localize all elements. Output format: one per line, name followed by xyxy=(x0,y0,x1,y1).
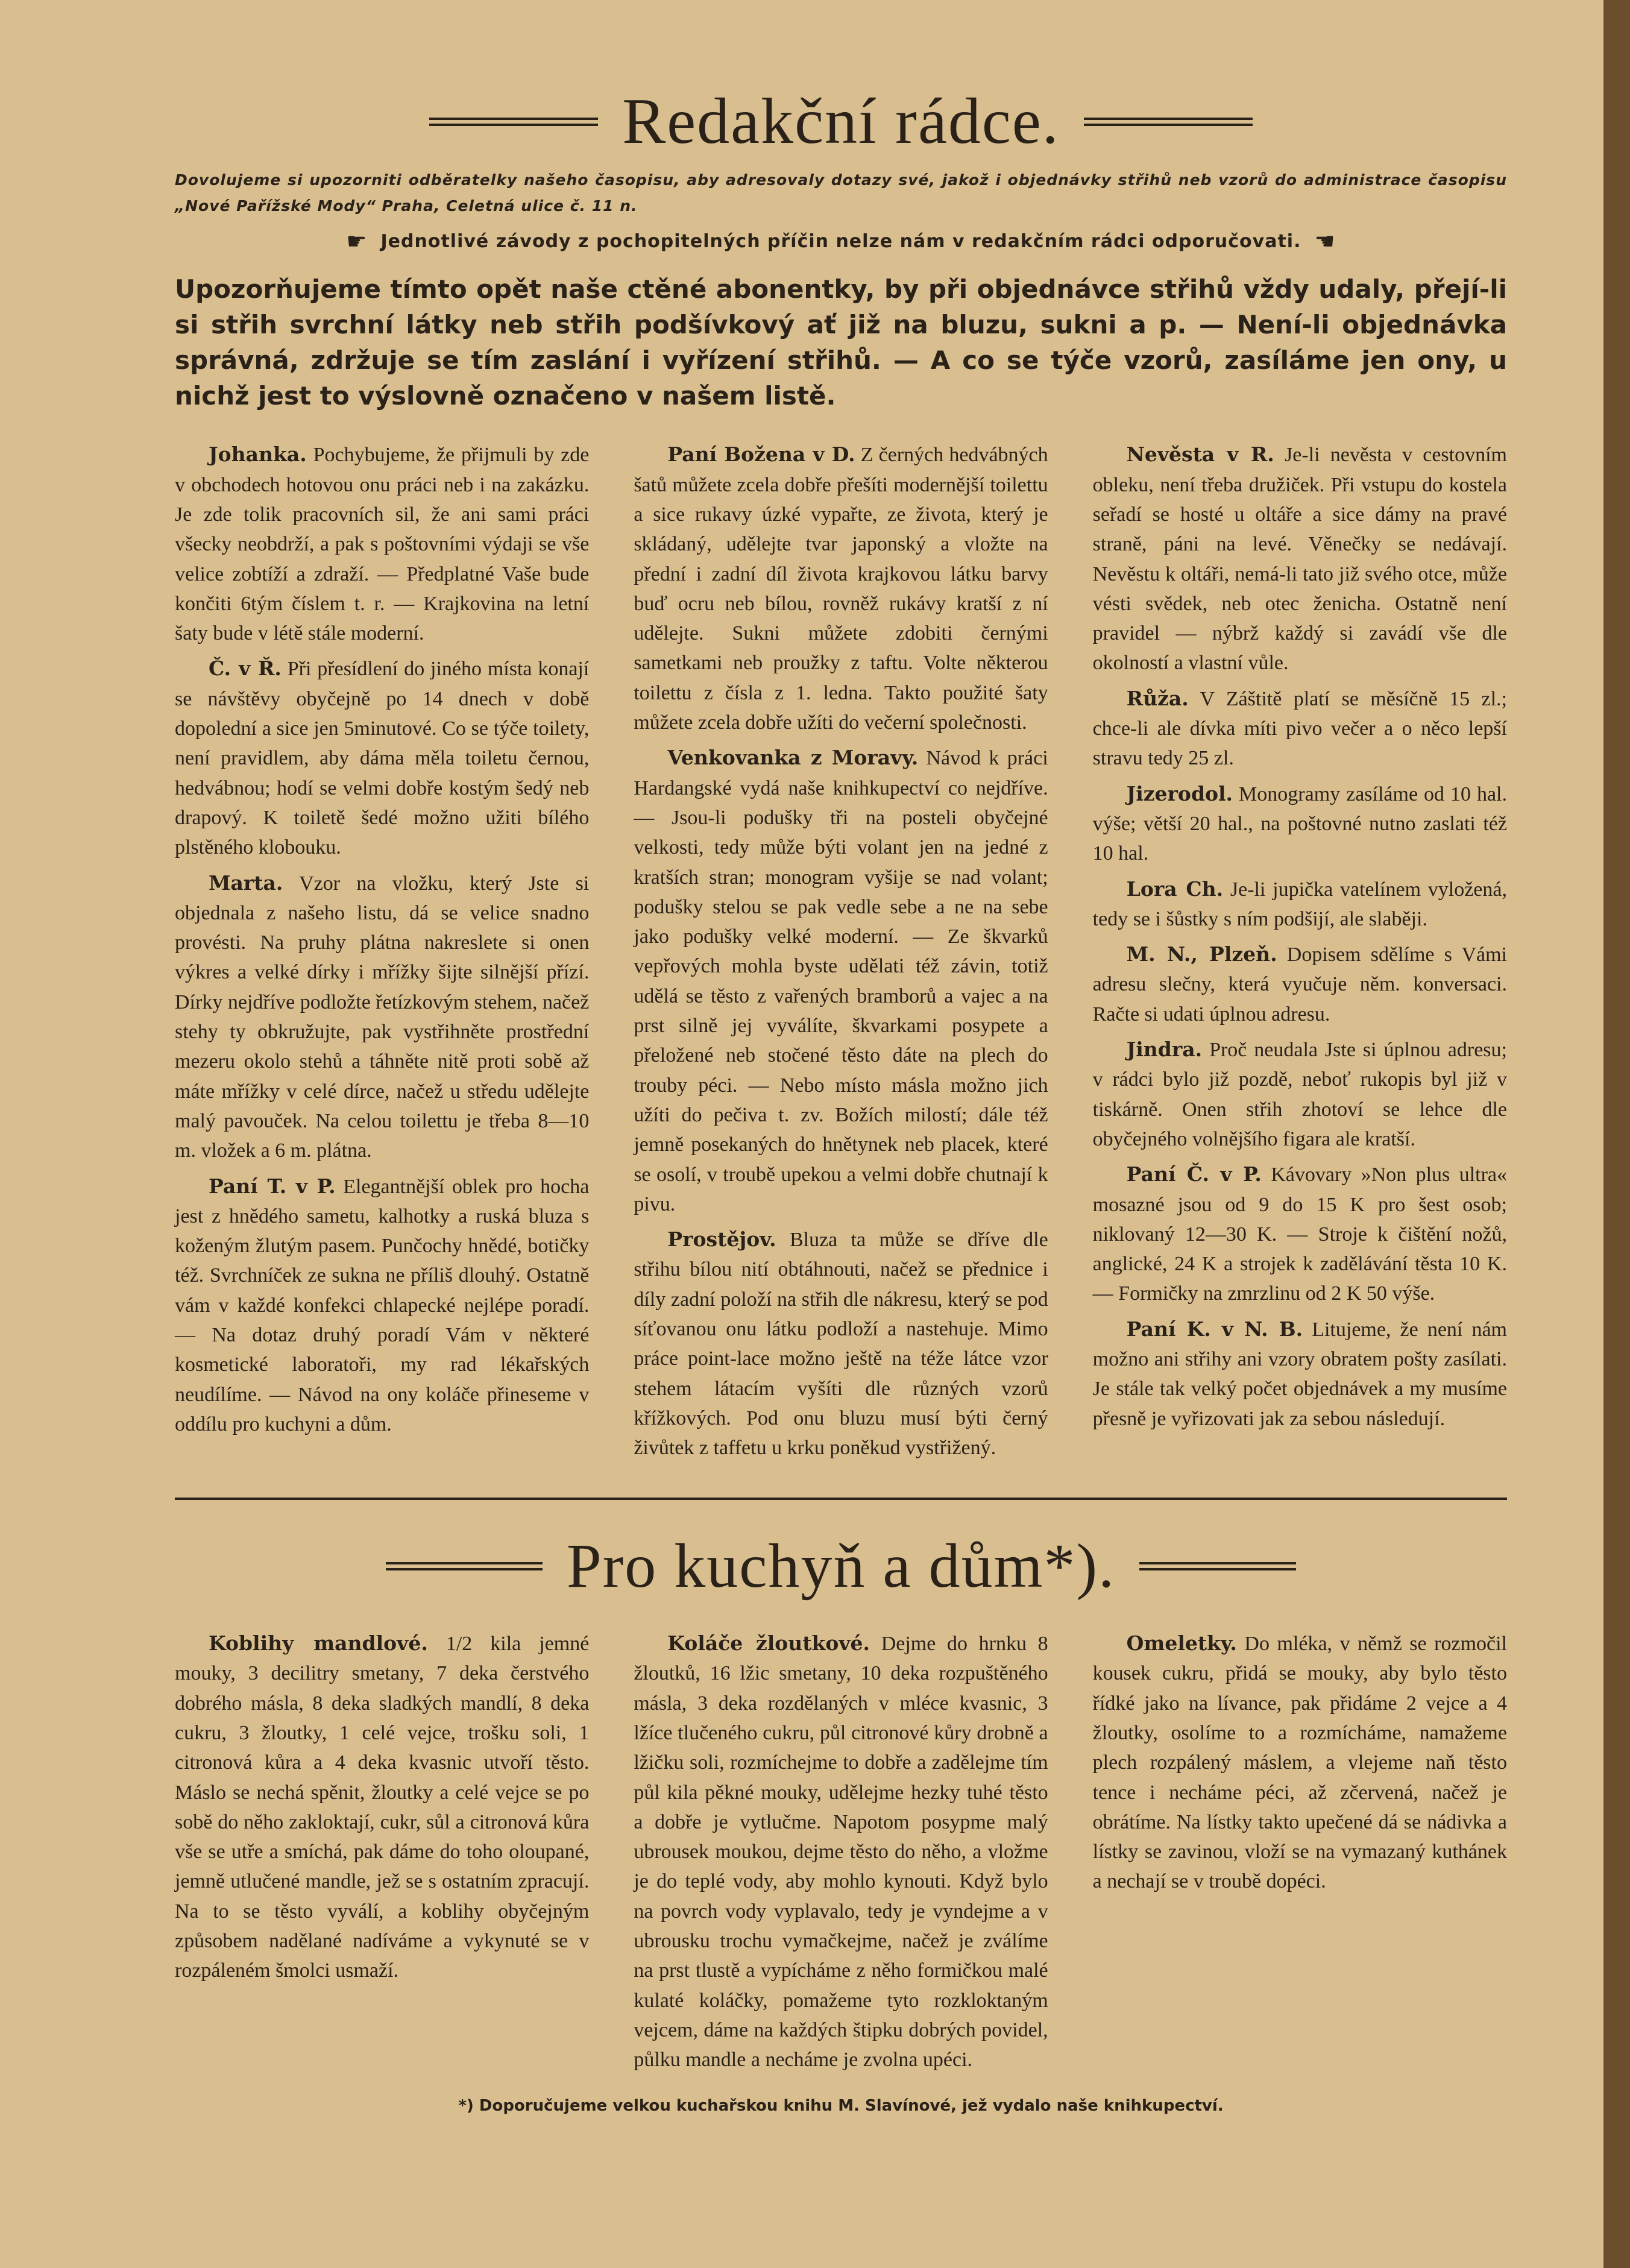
entry-name: Venkovanka z Moravy. xyxy=(667,746,919,770)
recipe-text: Do mléka, v němž se rozmočil kousek cukru, přidá se mouky, aby bylo těsto řídké jako na lívance, pak přidáme 2 vejce a 4 žloutky, osolíme to a rozmícháme, namažeme plech rozpálený máslem, a vlejeme naň těsto tence i necháme péci, až zčervená, načež je obrátíme. Na lístky takto upečené dá se nádivka a lístky se zavinou, vloží se na vymazaný kuthánek a nechají se v troubě dopéci. xyxy=(1092,1633,1507,1893)
kitchen-banner xyxy=(175,1530,1507,1602)
advice-entry xyxy=(1093,940,1507,1029)
banner-rule-right xyxy=(1084,118,1253,126)
advice-entry xyxy=(1093,440,1507,678)
warning-line xyxy=(175,230,1507,253)
entry-text: Proč neudala Jste si úplnou adresu; v rádci bylo již pozdě, neboť rukopis byl již v tiskárně. Onen střih zhotoví se lehce dle obyčejného volnějšího figara ale kratší. xyxy=(1092,1039,1507,1150)
lead-paragraph: Upozorňujeme tímto opět naše ctěné abonentky, by při objednávce střihů vždy udaly, přejí-li si střih svrchní látky neb střih podšívkový ať již na bluzu, sukni a p. — Není-li objednávka správná, zdržuje se tím zaslání i vyřízení střihů. — A co se týče vzorů, zasíláme jen ony, u nichž jest to výslovně označeno v našem listě. xyxy=(175,274,1507,411)
advice-column-2 xyxy=(634,440,1048,1469)
advice-entry xyxy=(1093,1035,1507,1154)
entry-text: Bluza ta může se dříve dle střihu bílou nití obtáhnouti, načež se přednice i díly zadní položí na střih dle nákresu, který se pod síťovanou onu látku podloží a nastehuje. Mimo práce point-lace možno ještě na téže látce vzor stehem látacím vyšíti dle různých vzorů křížkových. Pod onu bluzu musí býti černý živůtek z taffetu u krku poněkud vystřižený. xyxy=(634,1229,1048,1460)
page-content xyxy=(175,84,1507,2115)
warning-text: Jednotlivé závody z pochopitelných příčin nelze nám v redakčním rádci odporučovati. xyxy=(380,230,1301,252)
entry-name: Č. v Ř. xyxy=(209,657,282,681)
recipe-name: Koblihy mandlové. xyxy=(209,1631,428,1655)
advice-columns xyxy=(175,440,1507,1469)
entry-name: Prostějov. xyxy=(667,1227,776,1252)
recipe-entry xyxy=(175,1629,589,1986)
recipe-name: Omeletky. xyxy=(1126,1631,1237,1655)
entry-text: Litujeme, že není nám možno ani střihy ani vzory obratem pošty zasílati. Je stále tak velký počet objednávek a my musíme přesně je vyřizovati jak za sebou následují. xyxy=(1092,1318,1507,1430)
advice-entry xyxy=(175,869,589,1166)
entry-name: Marta. xyxy=(209,871,283,895)
advice-entry xyxy=(1093,1315,1507,1434)
entry-name: Lora Ch. xyxy=(1126,877,1224,901)
entry-text: Dopisem sdělíme s Vámi adresu slečny, která vyučuje něm. konversaci. Račte si udati úplnou adresu. xyxy=(1092,943,1507,1025)
recipe-entry xyxy=(1093,1629,1507,1897)
advice-section-title: Redakční rádce. xyxy=(622,86,1060,157)
advice-entry xyxy=(634,440,1048,737)
advice-banner xyxy=(175,84,1507,159)
recipe-name: Koláče žloutkové. xyxy=(667,1631,870,1655)
entry-name: Jizerodol. xyxy=(1126,781,1233,805)
advice-entry xyxy=(1093,875,1507,934)
entry-text: Návod k práci Hardangské vydá naše knihkupectví co nejdříve. — Jsou-li podušky tři na posteli obyčejné velkosti, tedy může býti volant jen na jedné z kratších stran; monogram vyšije se nad volant; podušky stelou se pak vedle sebe a ne na sebe jako podušky velké moderní. — Ze škvarků vepřových mohla byste udělati též závin, totiž udělá se těsto z vařených bramborů a vajec a na prst silně jej vyválíte, škvarkami posypete a přeložené neb stočené těsto dáte na plech do trouby péci. — Nebo místo másla možno jich užíti do pečiva t. zv. Božích milostí; dále též jemně posekaných do hnětynek neb placek, které se osolí, v troubě upekou a velmi dobře chutnají k pivu. xyxy=(634,747,1048,1215)
entry-name: Paní T. v P. xyxy=(209,1174,336,1198)
entry-text: Kávovary »Non plus ultra« mosazné jsou od 9 do 15 K pro šest osob; niklovaný 12—30 K. — Stroje k čištění nožů, anglické, 24 K a strojek k zadělávání těsta 10 K. — Formičky na zmrzlinu od 2 K 50 výše. xyxy=(1092,1164,1507,1305)
section-divider xyxy=(175,1498,1507,1500)
advice-entry xyxy=(175,654,589,862)
entry-text: Pochybujeme, že přijmuli by zde v obchodech hotovou onu práci neb i na zakázku. Je zde tolik pracovních sil, že ani sami práci všecky neobdrží, a pak s poštovními výdaji se vše velice zobtíží a zdraží. — Předplatné Vaše bude končiti 6tým číslem t. r. — Krajkovina na letní šaty bude v létě stále moderní. xyxy=(175,444,590,645)
kitchen-column-2 xyxy=(634,1629,1048,2081)
advice-entry xyxy=(1093,1160,1507,1308)
entry-name: M. N., Plzeň. xyxy=(1126,942,1277,966)
entry-name: Paní Č. v P. xyxy=(1126,1162,1262,1186)
banner-rule-left xyxy=(429,118,598,126)
entry-name: Paní Božena v D. xyxy=(667,443,855,467)
entry-name: Růža. xyxy=(1126,686,1189,710)
kitchen-section-title: Pro kuchyň a dům*). xyxy=(566,1531,1116,1601)
advice-entry xyxy=(175,1172,589,1440)
recipe-text: Dejme do hrnku 8 žloutků, 16 lžic smetany, 10 deka rozpuštěného másla, 3 deka rozdělaných v mléce kvasnic, 3 lžíce tlučeného cukru, půl citronové kůry drobně a lžičku soli, rozmíchejme to dobře a zadělejme tím půl kila pěkné mouky, udělejme hezky tuhé těsto a dobře je vytlučme. Napotom posypme malý ubrousek moukou, dejme těsto do něho, a vložme je do teplé vody, aby mohlo kynouti. Když bylo na povrch vody vyplavalo, tedy je vyndejme a v ubrousku trochu vymačkejme, načež je zválíme na prst tlustě a vypícháme z něho formičkou malé kulaté koláčky, pomažeme tyto rozkloktaným vejcem, dáme na každých štipku dobrých povidel, půlku mandle a necháme je zvolna upéci. xyxy=(634,1633,1048,2071)
entry-name: Jindra. xyxy=(1126,1038,1203,1062)
kitchen-footnote: *) Doporučujeme velkou kuchařskou knihu M. Slavínové, jež vydalo naše knihkupectví. xyxy=(458,2096,1224,2115)
advice-entry xyxy=(175,440,589,648)
pointing-hand-right-icon: ☛ xyxy=(346,228,368,255)
advice-column-3 xyxy=(1093,440,1507,1469)
entry-text: Při přesídlení do jiného místa konají se návštěvy obyčejně po 14 dnech v době dopolední a sice jen 5minutové. Co se týče toilety, není pravidlem, aby dáma měla toiletu černou, hedvábnou; hodí se velmi dobře kostým šedý neb drapový. K toiletě šedé možno užiti bílého plstěného klobouku. xyxy=(175,658,590,859)
entry-name: Johanka. xyxy=(209,443,307,467)
entry-text: Elegantnější oblek pro hocha jest z hnědého sametu, kalhotky a ruská bluza s koženým žlutým pasem. Punčochy hnědé, botičky též. Svrchníček ze sukna ne příliš dlouhý. Ostatně vám v každé konfekci chlapecké nejlépe poradí. — Na dotaz druhý poradí Vám v některé kosmetické laboratoři, my rad lékařských neudílíme. — Návod na ony koláče přineseme v oddílu pro kuchyni a dům. xyxy=(175,1175,590,1435)
banner-rule-left xyxy=(386,1562,543,1570)
page-binding-edge xyxy=(1603,0,1630,2268)
advice-entry xyxy=(1093,684,1507,773)
recipe-entry xyxy=(634,1629,1048,2074)
pointing-hand-left-icon: ☚ xyxy=(1314,228,1336,255)
kitchen-columns xyxy=(175,1629,1507,2081)
entry-text: Monogramy zasíláme od 10 hal. výše; větší 20 hal., na poštovné nutno zaslati též 10 hal. xyxy=(1092,783,1507,865)
kitchen-column-1 xyxy=(175,1629,589,2081)
entry-name: Nevěsta v R. xyxy=(1126,443,1274,467)
kitchen-column-3 xyxy=(1093,1629,1507,2081)
subscriber-notice: Dovolujeme si upozorniti odběratelky našeho časopisu, aby adresovaly dotazy své, jakož i objednávky střihů neb vzorů do administrace časopisu „Nové Pařížské Mody“ Praha, Celetná ulice č. 11 n. xyxy=(175,171,1507,215)
entry-name: Paní K. v N. B. xyxy=(1126,1317,1303,1341)
advice-entry xyxy=(1093,780,1507,869)
entry-text: Z černých hedvábných šatů můžete zcela dobře přešíti modernější toilettu a sice rukavy úzké vypařte, ze života, který je skládaný, udělejte tvar japonský a vložte na přední i zadní díl života krajkovou látku barvy buď ocru neb bílou, rovněž rukávy kratší z ní udělejte. Sukni můžete zdobiti černými sametkami neb proužky z taftu. Volte některou toilettu z čísla z 1. ledna. Takto použité šaty můžete zcela dobře užíti do večerní společnosti. xyxy=(634,444,1048,734)
advice-entry xyxy=(634,743,1048,1219)
entry-text: Vzor na vložku, který Jste si objednala z našeho listu, dá se velice snadno provésti. Na pruhy plátna nakreslete si onen výkres a velké dírky i mřížky šijte silnější přízí. Dírky nejdříve podložte řetízkovým stehem, načež stehy ty obkružujte, pak vystřihněte prostřední mezeru okolo stehů a táhněte nitě proti sobě až máte mřížky v celé dírce, načež u středu udělejte malý pavouček. Na celou toilettu je třeba 8—10 m. vložek a 6 m. plátna. xyxy=(175,872,590,1162)
advice-column-1 xyxy=(175,440,589,1469)
recipe-text: 1/2 kila jemné mouky, 3 decilitry smetany, 7 deka čerstvého dobrého másla, 8 deka sladkých mandlí, 8 deka cukru, 3 žloutky, 1 celé vejce, trošku soli, 1 citronová kůra a 4 deka kvasnic utvoří těsto. Máslo se nechá spěnit, žloutky a celé vejce se po sobě do něho zakloktají, cukr, sůl a citronová kůra vše se utře a smíchá, pak dáme do toho oloupané, jemně utlučené mandle, jež se s ostatním zpracují. Na to se těsto vyválí, a koblihy obyčejným způsobem nadělané nadíváme a vykynuté se v rozpáleném šmolci usmaží. xyxy=(175,1633,590,1982)
banner-rule-right xyxy=(1139,1562,1296,1570)
entry-text: Je-li nevěsta v cestovním obleku, není třeba družiček. Při vstupu do kostela seřadí se hosté u oltáře a sice dámy na pravé straně, páni na levé. Věnečky se nedávají. Nevěstu k oltáři, nemá-li tato již svého otce, může vésti svědek, neb otec ženicha. Ostatně není pravidel — nýbrž každý si zavádí vše dle okolností a vlastní vůle. xyxy=(1092,444,1507,675)
entry-text: V Záštitě platí se měsíčně 15 zl.; chce-li ale dívka míti pivo večer a o něco lepší stravu tedy 25 zl. xyxy=(1092,687,1507,770)
entry-text: Je-li jupička vatelínem vyložená, tedy se i šůstky s ním podšijí, ale slaběji. xyxy=(1092,878,1507,930)
advice-entry xyxy=(634,1225,1048,1463)
